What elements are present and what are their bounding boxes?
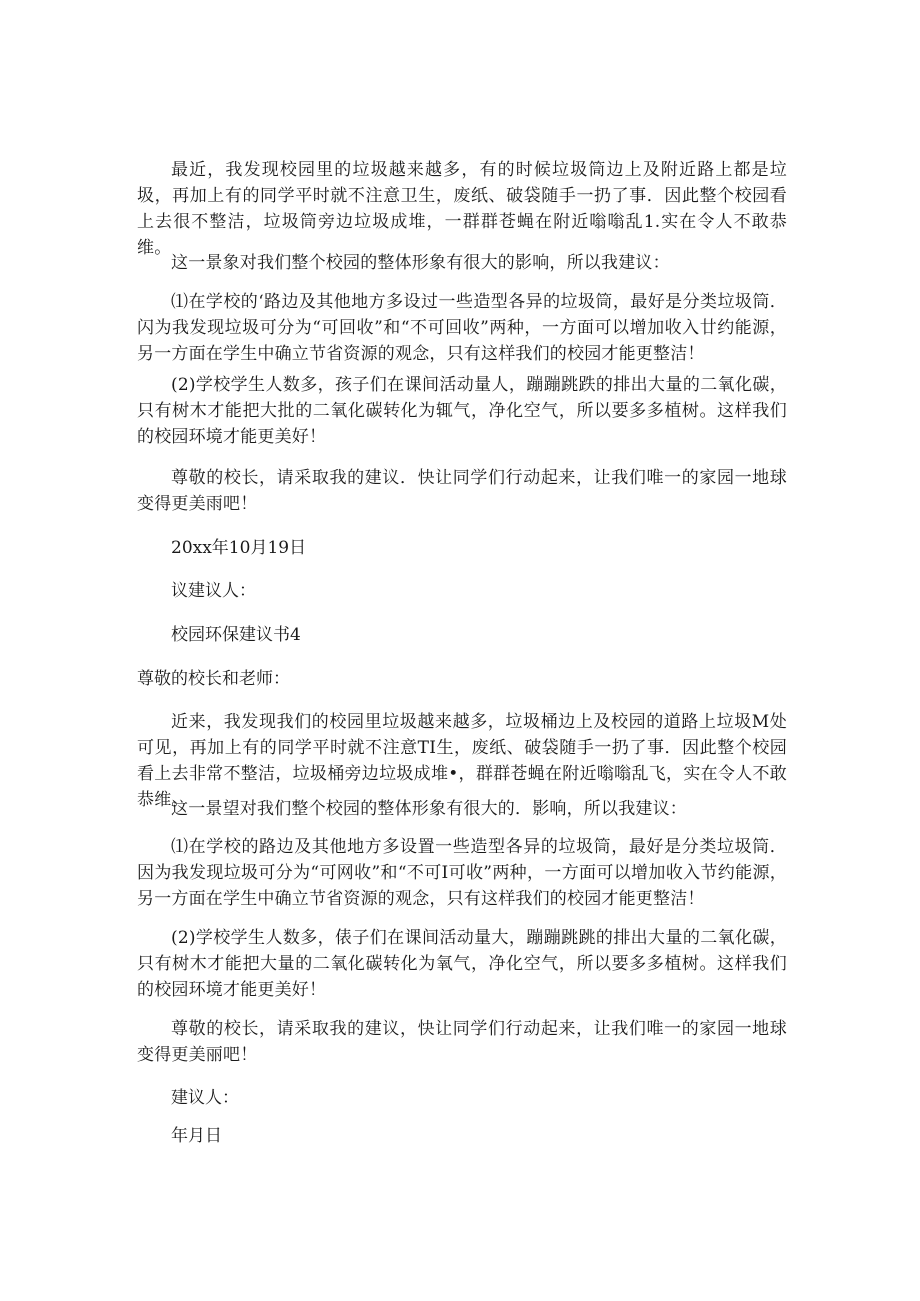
paragraph-suggestion-1b: ⑴在学校的路边及其他地方多设置一些造型各异的垃圾筒，最好是分类垃圾筒．因为我发现垃圾可分为“可网收”和“不可I可收”两种，一方面可以增加收入节约能源，另一方面在学生中确立节省资源的观念，只有这样我们的校园才能更整洁！ (137, 837, 787, 909)
signer-line-2: 建议人： (171, 1088, 239, 1108)
paragraph-suggestion-lead: 这一景象对我们整个校园的整体形象有很大的影响，所以我建议： (171, 253, 670, 273)
signer-line: 议建议人： (171, 581, 256, 601)
paragraph-suggestion-lead-2: 这一景望对我们整个校园的整体形象有很大的．影响，所以我建议： (171, 799, 687, 819)
date-line-2: 年月日 (171, 1126, 222, 1146)
greeting-line: 尊敬的校长和老师： (137, 669, 290, 689)
section-title: 校园环保建议书4 (171, 625, 301, 645)
paragraph-suggestion-2: (2)学校学生人数多，孩子们在课间活动量人，蹦蹦跳跌的排出大量的二氧化碳，只有树木才能把大批的二氧化碳转化为辄气，净化空气，所以要多多植树。这样我们的校园环境才能更美好！ (137, 375, 787, 447)
paragraph-suggestion-1: ⑴在学校的‘路边及其他地方多设过一些造型各异的垃圾筒，最好是分类垃圾筒．闪为我发现垃圾可分为“可回收”和“不可回收”两种，一方面可以增加收入廿约能源，另一方面在学生中确立节省资源的观念，只有这样我们的校园才能更整洁！ (137, 292, 787, 364)
date-line: 20xx年10月19日 (171, 538, 307, 558)
paragraph-suggestion-2b: (2)学校学生人数多，俵子们在课间活动量大，蹦蹦跳跳的排出大量的二氧化碳，只有树木才能把大量的二氧化碳转化为氧气，净化空气，所以要多多植树。这样我们的校园环境才能更美好！ (137, 928, 787, 1000)
paragraph-intro-2: 近来，我发现我们的校园里垃圾越来越多，垃圾桶边上及校园的道路上垃圾M处可见，再加上有的同学平时就不注意TI生，废纸、破袋随手一扔了事．因此整个校园看上去非常不整洁，垃圾桶旁边垃圾成堆•，群群苍蝇在附近嗡嗡乱飞，实在令人不敢恭维。 (137, 712, 787, 810)
paragraph-closing: 尊敬的校长，请采取我的建议．快让同学们行动起来，让我们唯一的家园一地球变得更美雨吧！ (137, 468, 787, 514)
paragraph-intro: 最近，我发现校园里的垃圾越来越多，有的时候垃圾筒边上及附近路上都是垃圾，再加上有的同学平时就不注意卫生，废纸、破袋随手一扔了事．因此整个校园看上去很不整洁，垃圾筒旁边垃圾成堆，一群群苍蝇在附近嗡嗡乱1.实在令人不敢恭维。 (137, 160, 787, 258)
paragraph-closing-2: 尊敬的校长，请采取我的建议，快让同学们行动起来，让我们唯一的家园一地球变得更美丽吧！ (137, 1019, 787, 1065)
